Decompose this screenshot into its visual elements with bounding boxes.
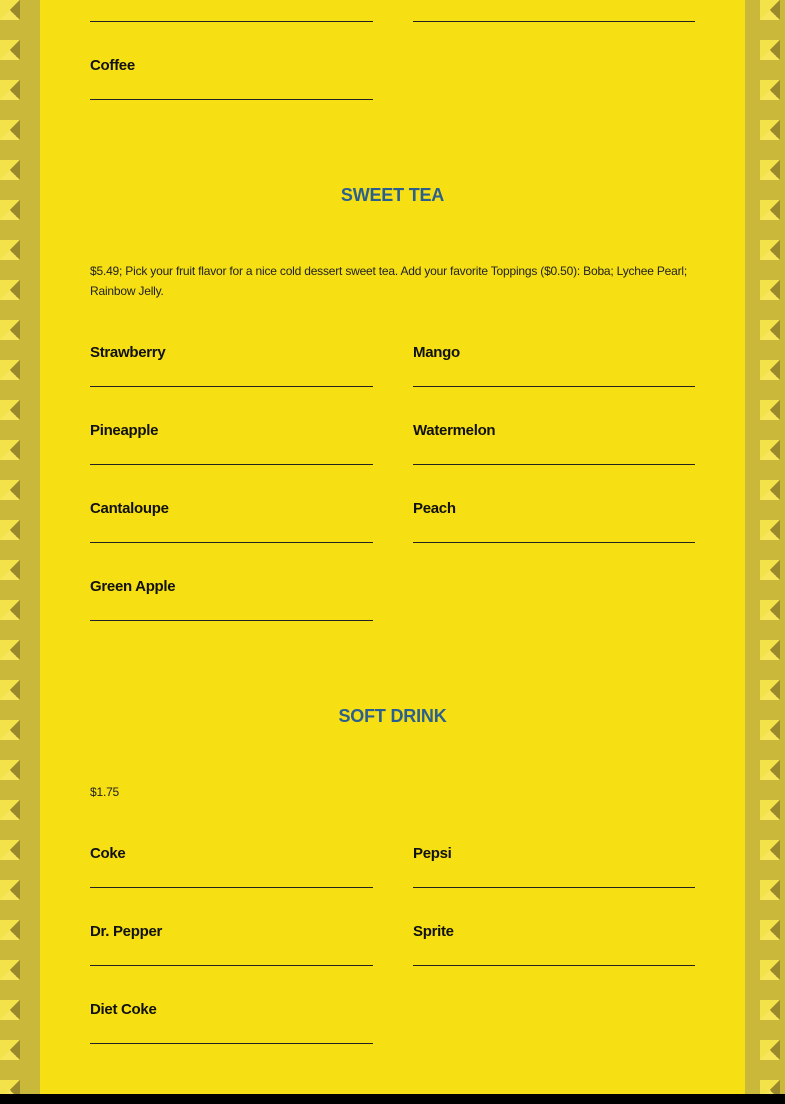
menu-item-label: Watermelon <box>413 422 496 439</box>
menu-item-label: Strawberry <box>90 344 166 361</box>
section-title-soft-drink: SOFT DRINK <box>338 706 447 726</box>
section-title-sweet-tea: SWEET TEA <box>340 185 445 205</box>
menu-panel <box>40 0 745 1094</box>
menu-item-green-apple <box>90 578 373 621</box>
page-bottom-bar <box>0 1094 785 1104</box>
menu-item-watermelon <box>413 422 695 465</box>
menu-item-diet-coke <box>90 1001 373 1044</box>
menu-item-label: Cantaloupe <box>90 500 169 517</box>
menu-item-label: Diet Coke <box>90 1001 157 1018</box>
menu-item-sprite <box>413 923 695 966</box>
menu-item-label: Mango <box>413 344 460 361</box>
menu-item-strawberry <box>90 344 373 387</box>
menu-item-peach <box>413 500 695 543</box>
menu-item-label: Coffee <box>90 57 135 74</box>
menu-item-pepsi <box>413 845 695 888</box>
menu-item-label: Pepsi <box>413 845 452 862</box>
menu-item-label: Sprite <box>413 923 454 940</box>
section-description-sweet-tea: $5.49; Pick your fruit flavor for a nice cold dessert sweet tea. Add your favorite Toppings ($0.50): Boba; Lychee Pearl; Rainbow Jelly. <box>90 264 688 298</box>
section-description-soft-drink: $1.75 <box>90 785 120 799</box>
menu-item-dr-pepper <box>90 923 373 966</box>
menu-item-label: Coke <box>90 845 126 862</box>
menu-item-coke <box>90 845 373 888</box>
menu-item-cantaloupe <box>90 500 373 543</box>
menu-item-pineapple <box>90 422 373 465</box>
menu-item-line-partial-left <box>90 0 373 22</box>
menu-item-mango <box>413 344 695 387</box>
menu-item-label: Pineapple <box>90 422 159 439</box>
menu-item-line-partial-right <box>413 0 695 22</box>
menu-item-label: Green Apple <box>90 578 176 595</box>
menu-item-coffee <box>90 57 373 100</box>
menu-item-label: Dr. Pepper <box>90 923 163 940</box>
menu-item-label: Peach <box>413 500 456 517</box>
